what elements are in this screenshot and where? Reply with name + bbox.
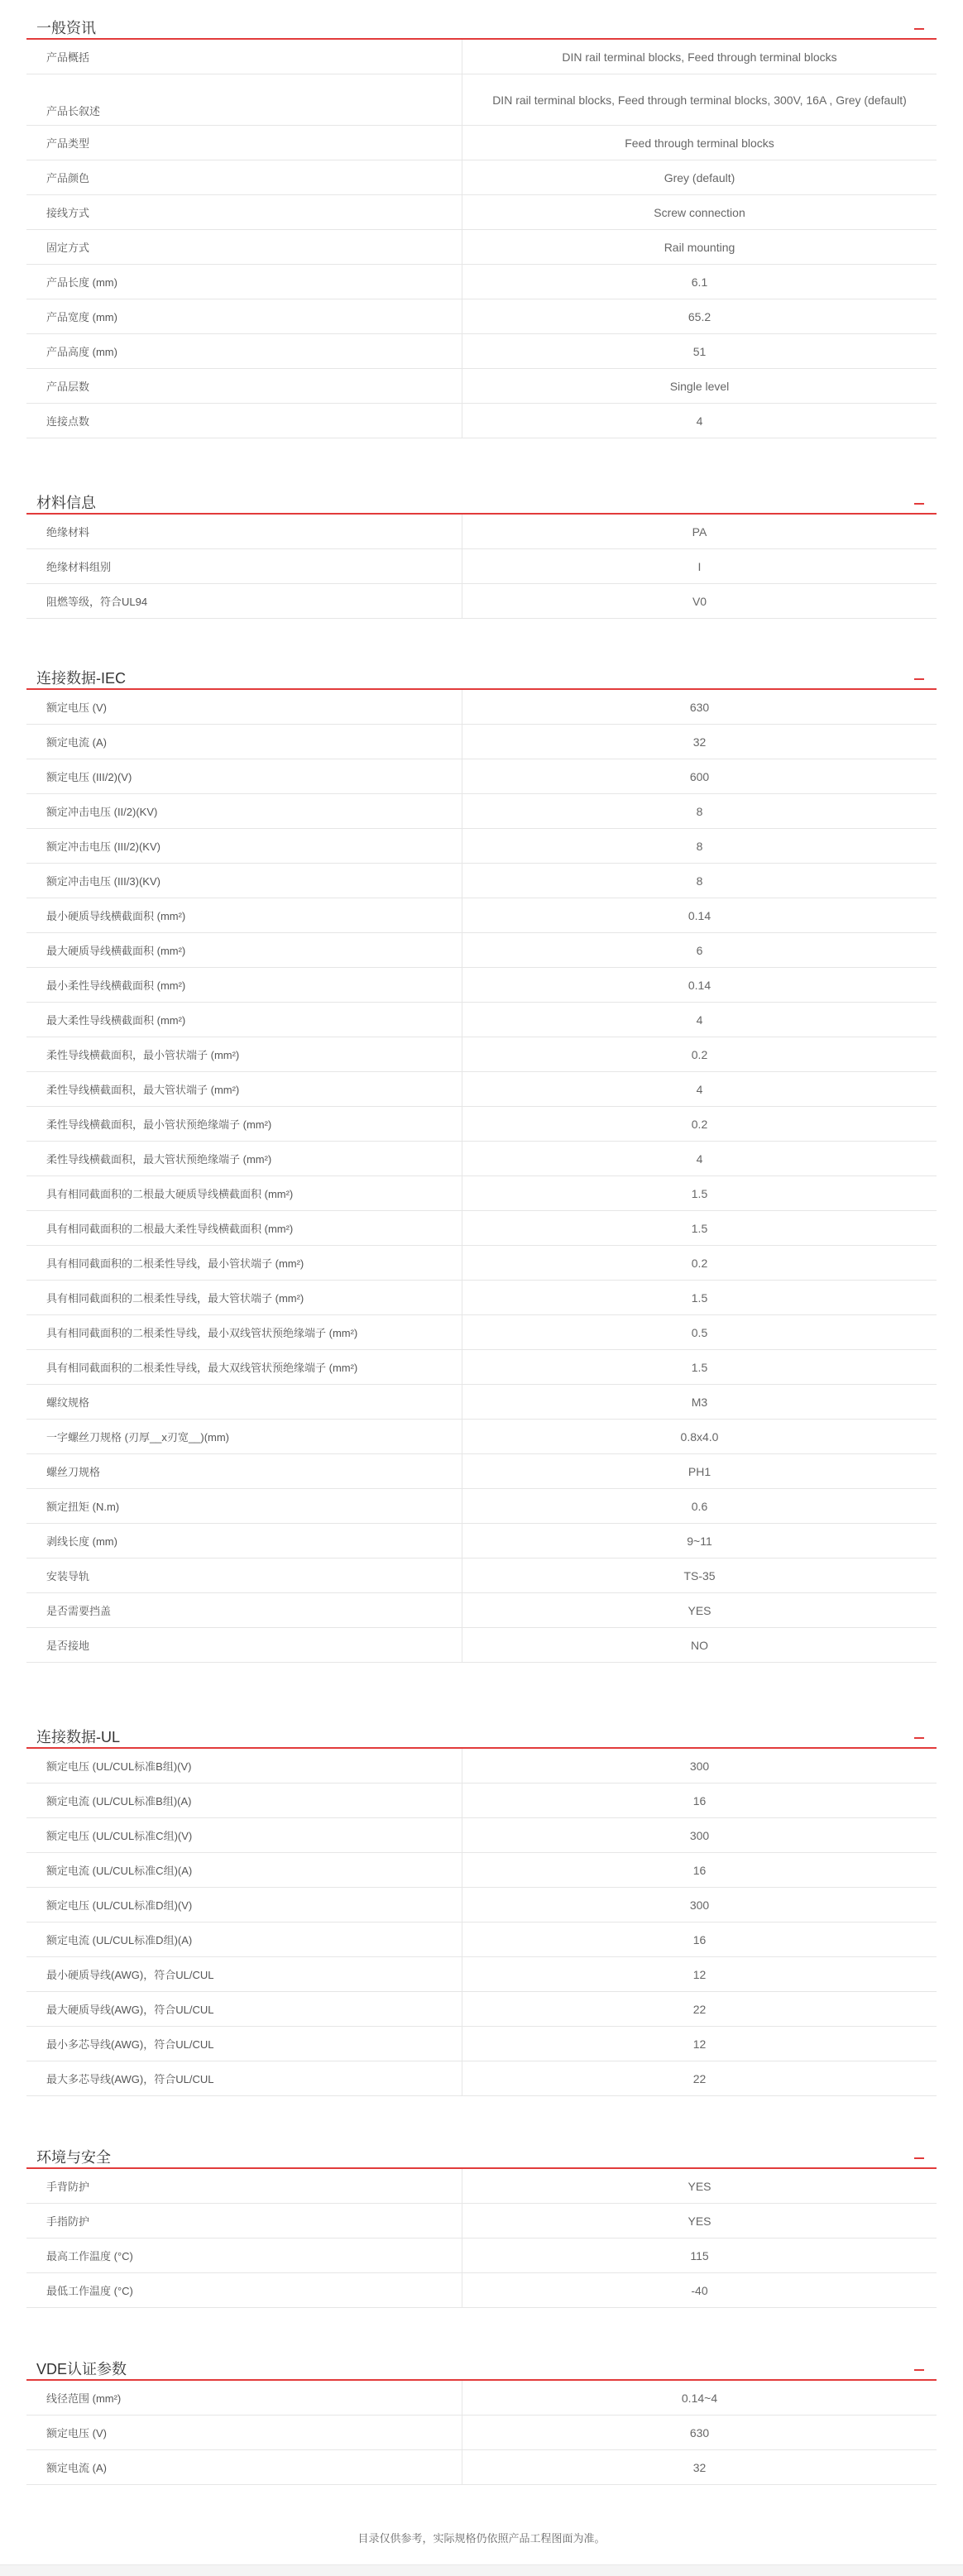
spec-value: PH1 — [688, 1464, 711, 1478]
spec-value: 12 — [692, 2037, 707, 2051]
spec-label: 额定电压 (V) — [26, 690, 462, 724]
spec-label: 最大硬质导线横截面积 (mm²) — [26, 933, 462, 967]
section-header[interactable] — [26, 2341, 937, 2381]
spec-value: 6.1 — [691, 275, 708, 289]
table-row — [26, 1142, 937, 1176]
table-row — [26, 690, 937, 725]
table-row — [26, 1350, 937, 1385]
table-row — [26, 584, 937, 619]
spec-label: 最大柔性导线横截面积 (mm²) — [26, 1003, 462, 1037]
table-row — [26, 1246, 937, 1281]
spec-label: 最小柔性导线横截面积 (mm²) — [26, 968, 462, 1002]
spec-label: 额定电压 (III/2)(V) — [26, 759, 462, 793]
spec-label: 具有相同截面积的二根柔性导线，最大管状端子 (mm²) — [26, 1281, 462, 1314]
collapse-icon[interactable] — [913, 18, 925, 31]
spec-value: Single level — [669, 379, 730, 393]
spec-value: 1.5 — [691, 1186, 708, 1200]
bottom-bar — [0, 2564, 963, 2576]
spec-value: NO — [691, 1638, 708, 1652]
table-row — [26, 1524, 937, 1559]
spec-label: 最高工作温度 (°C) — [26, 2238, 462, 2272]
table-row — [26, 1992, 937, 2027]
spec-value: 51 — [692, 344, 707, 358]
table-row — [26, 1749, 937, 1784]
spec-label: 额定电流 (UL/CUL标准C组)(A) — [26, 1853, 462, 1887]
spec-label: 手背防护 — [26, 2169, 462, 2203]
spec-label: 具有相同截面积的二根柔性导线，最小管状端子 (mm²) — [26, 1246, 462, 1280]
spec-value: 0.2 — [691, 1256, 708, 1270]
spec-label: 柔性导线横截面积，最小管状预绝缘端子 (mm²) — [26, 1107, 462, 1141]
table-row — [26, 864, 937, 898]
collapse-icon[interactable] — [913, 2359, 925, 2373]
spec-label: 绝缘材料组别 — [26, 549, 462, 583]
table-row — [26, 2416, 937, 2450]
spec-label: 绝缘材料 — [26, 515, 462, 548]
section-title: 环境与安全 — [36, 2149, 111, 2166]
spec-section — [26, 2341, 937, 2485]
spec-label: 具有相同截面积的二根最大柔性导线横截面积 (mm²) — [26, 1211, 462, 1245]
table-row — [26, 265, 937, 299]
spec-label: 额定电压 (UL/CUL标准C组)(V) — [26, 1818, 462, 1852]
table-row — [26, 1957, 937, 1992]
collapse-icon[interactable] — [913, 1727, 925, 1740]
spec-value: PA — [692, 524, 707, 539]
table-row — [26, 1454, 937, 1489]
spec-value: YES — [688, 2179, 711, 2193]
table-row — [26, 1593, 937, 1628]
spec-value: Feed through terminal blocks — [625, 136, 774, 150]
spec-label: 产品颜色 — [26, 160, 462, 194]
spec-value: 65.2 — [688, 309, 711, 323]
table-row — [26, 829, 937, 864]
table-row — [26, 968, 937, 1003]
spec-label: 是否接地 — [26, 1628, 462, 1662]
table-row — [26, 1420, 937, 1454]
table-row — [26, 1922, 937, 1957]
table-row — [26, 1107, 937, 1142]
spec-value: 8 — [696, 839, 703, 853]
spec-value: 1.5 — [691, 1290, 708, 1305]
spec-label: 额定电压 (UL/CUL标准B组)(V) — [26, 1749, 462, 1783]
spec-value: 0.14~4 — [681, 2391, 718, 2405]
spec-label: 柔性导线横截面积，最大管状预绝缘端子 (mm²) — [26, 1142, 462, 1175]
section-header[interactable] — [26, 1709, 937, 1749]
table-row — [26, 334, 937, 369]
spec-label: 额定电流 (UL/CUL标准B组)(A) — [26, 1784, 462, 1817]
spec-value: -40 — [691, 2283, 708, 2297]
table-row — [26, 2204, 937, 2238]
spec-value: 0.2 — [691, 1117, 708, 1131]
spec-value: 22 — [692, 2002, 707, 2016]
spec-label: 固定方式 — [26, 230, 462, 264]
spec-label: 额定电流 (A) — [26, 2450, 462, 2484]
table-row — [26, 933, 937, 968]
table-row — [26, 40, 937, 74]
table-row — [26, 515, 937, 549]
spec-label: 额定电流 (A) — [26, 725, 462, 759]
spec-label: 产品概括 — [26, 40, 462, 74]
spec-section — [26, 475, 937, 619]
spec-label: 柔性导线横截面积，最大管状端子 (mm²) — [26, 1072, 462, 1106]
spec-value: I — [697, 559, 702, 573]
spec-label: 手指防护 — [26, 2204, 462, 2238]
collapse-icon[interactable] — [913, 668, 925, 682]
table-row — [26, 725, 937, 759]
table-row — [26, 2238, 937, 2273]
spec-section — [26, 1709, 937, 2096]
spec-value: 8 — [696, 874, 703, 888]
spec-value: 600 — [689, 769, 710, 783]
table-row — [26, 195, 937, 230]
spec-value: V0 — [692, 594, 707, 608]
spec-value: 0.6 — [691, 1499, 708, 1513]
spec-label: 产品类型 — [26, 126, 462, 160]
spec-label: 额定冲击电压 (II/2)(KV) — [26, 794, 462, 828]
spec-label: 产品宽度 (mm) — [26, 299, 462, 333]
table-row — [26, 160, 937, 195]
table-row — [26, 1315, 937, 1350]
spec-label: 接线方式 — [26, 195, 462, 229]
section-title: 一般资讯 — [36, 20, 96, 36]
spec-value: 22 — [692, 2071, 707, 2085]
table-row — [26, 74, 937, 126]
section-title: 连接数据-UL — [36, 1729, 121, 1745]
spec-value: 300 — [689, 1898, 710, 1912]
spec-value: Screw connection — [654, 205, 745, 219]
table-row — [26, 1281, 937, 1315]
spec-value: DIN rail terminal blocks, Feed through terminal blocks — [562, 50, 837, 64]
spec-value: 16 — [692, 1932, 707, 1946]
spec-label: 最小硬质导线(AWG)，符合UL/CUL — [26, 1957, 462, 1991]
spec-label: 额定冲击电压 (III/2)(KV) — [26, 829, 462, 863]
collapse-icon[interactable] — [913, 493, 925, 506]
section-header[interactable] — [26, 0, 937, 40]
spec-label: 额定扭矩 (N.m) — [26, 1489, 462, 1523]
spec-label: 额定电压 (V) — [26, 2416, 462, 2449]
spec-label: 最大硬质导线(AWG)，符合UL/CUL — [26, 1992, 462, 2026]
spec-value: 32 — [692, 2460, 707, 2474]
spec-value: 630 — [689, 700, 710, 714]
table-row — [26, 1628, 937, 1663]
spec-label: 产品层数 — [26, 369, 462, 403]
table-row — [26, 2381, 937, 2416]
spec-value: 4 — [696, 414, 703, 428]
spec-label: 最小多芯导线(AWG)，符合UL/CUL — [26, 2027, 462, 2061]
table-row — [26, 1888, 937, 1922]
spec-label: 额定电流 (UL/CUL标准D组)(A) — [26, 1922, 462, 1956]
section-title: 连接数据-IEC — [36, 670, 126, 687]
table-row — [26, 2273, 937, 2308]
spec-value: 16 — [692, 1863, 707, 1877]
spec-label: 具有相同截面积的二根柔性导线，最大双线管状预绝缘端子 (mm²) — [26, 1350, 462, 1384]
table-row — [26, 369, 937, 404]
table-row — [26, 1489, 937, 1524]
spec-label: 阻燃等级，符合UL94 — [26, 584, 462, 618]
footer-disclaimer: 目录仅供参考，实际规格仍依照产品工程图面为准。 — [357, 2532, 606, 2545]
table-row — [26, 1003, 937, 1037]
spec-value: 16 — [692, 1793, 707, 1808]
spec-label: 是否需要挡盖 — [26, 1593, 462, 1627]
spec-value: Rail mounting — [664, 240, 735, 254]
spec-label: 额定电压 (UL/CUL标准D组)(V) — [26, 1888, 462, 1922]
spec-label: 产品长度 (mm) — [26, 265, 462, 299]
spec-label: 一字螺丝刀规格 (刃厚__x刃宽__)(mm) — [26, 1420, 462, 1453]
spec-value: 0.8x4.0 — [680, 1429, 719, 1444]
spec-section — [26, 650, 937, 1663]
spec-value: 12 — [692, 1967, 707, 1981]
table-row — [26, 1559, 937, 1593]
spec-value: 4 — [696, 1152, 703, 1166]
spec-value: 630 — [689, 2425, 710, 2440]
spec-value: 4 — [696, 1082, 703, 1096]
table-row — [26, 2169, 937, 2204]
table-row — [26, 299, 937, 334]
spec-value: 0.2 — [691, 1047, 708, 1061]
spec-label: 具有相同截面积的二根柔性导线，最小双线管状预绝缘端子 (mm²) — [26, 1315, 462, 1349]
table-row — [26, 1385, 937, 1420]
spec-label: 螺丝刀规格 — [26, 1454, 462, 1488]
table-row — [26, 898, 937, 933]
table-row — [26, 1784, 937, 1818]
spec-label: 最低工作温度 (°C) — [26, 2273, 462, 2307]
spec-label: 剥线长度 (mm) — [26, 1524, 462, 1558]
spec-label: 产品高度 (mm) — [26, 334, 462, 368]
table-row — [26, 549, 937, 584]
table-row — [26, 1037, 937, 1072]
table-row — [26, 404, 937, 438]
spec-label: 产品长叙述 — [26, 74, 462, 125]
spec-value: M3 — [691, 1395, 708, 1409]
table-row — [26, 1853, 937, 1888]
section-title: VDE认证参数 — [36, 2361, 127, 2377]
spec-label: 柔性导线横截面积，最小管状端子 (mm²) — [26, 1037, 462, 1071]
spec-label: 安装导轨 — [26, 1559, 462, 1592]
spec-value: YES — [688, 1603, 711, 1617]
spec-value: 8 — [696, 804, 703, 818]
spec-value: 4 — [696, 1013, 703, 1027]
spec-value: 115 — [690, 2248, 709, 2262]
spec-value: 1.5 — [691, 1360, 708, 1374]
table-row — [26, 2027, 937, 2061]
section-title: 材料信息 — [36, 495, 96, 511]
table-row — [26, 2450, 937, 2485]
spec-label: 具有相同截面积的二根最大硬质导线横截面积 (mm²) — [26, 1176, 462, 1210]
spec-value: 32 — [692, 735, 707, 749]
table-row — [26, 126, 937, 160]
section-header[interactable] — [26, 2129, 937, 2169]
table-row — [26, 1211, 937, 1246]
spec-label: 最大多芯导线(AWG)，符合UL/CUL — [26, 2061, 462, 2095]
spec-section — [26, 2129, 937, 2308]
spec-value: YES — [688, 2214, 711, 2228]
spec-value: 300 — [689, 1828, 710, 1842]
spec-value: 0.5 — [691, 1325, 708, 1339]
table-row — [26, 759, 937, 794]
spec-value: Grey (default) — [664, 170, 735, 184]
table-row — [26, 2061, 937, 2096]
spec-value: TS-35 — [683, 1568, 716, 1582]
spec-value: 300 — [689, 1759, 710, 1773]
spec-label: 连接点数 — [26, 404, 462, 438]
spec-label: 额定冲击电压 (III/3)(KV) — [26, 864, 462, 898]
table-row — [26, 1176, 937, 1211]
section-header[interactable] — [26, 475, 937, 515]
table-row — [26, 1818, 937, 1853]
spec-section — [26, 0, 937, 438]
table-row — [26, 794, 937, 829]
table-row — [26, 1072, 937, 1107]
spec-label: 线径范围 (mm²) — [26, 2381, 462, 2415]
spec-value: 0.14 — [688, 908, 711, 922]
table-row — [26, 230, 937, 265]
collapse-icon[interactable] — [913, 2147, 925, 2161]
spec-value: 9~11 — [687, 1534, 712, 1548]
spec-value: 6 — [696, 943, 703, 957]
spec-value: 1.5 — [691, 1221, 708, 1235]
section-header[interactable] — [26, 650, 937, 690]
spec-label: 最小硬质导线横截面积 (mm²) — [26, 898, 462, 932]
spec-value: DIN rail terminal blocks, Feed through terminal blocks, 300V, 16A , Grey (default) — [492, 93, 907, 107]
spec-label: 螺纹规格 — [26, 1385, 462, 1419]
spec-value: 0.14 — [688, 978, 711, 992]
